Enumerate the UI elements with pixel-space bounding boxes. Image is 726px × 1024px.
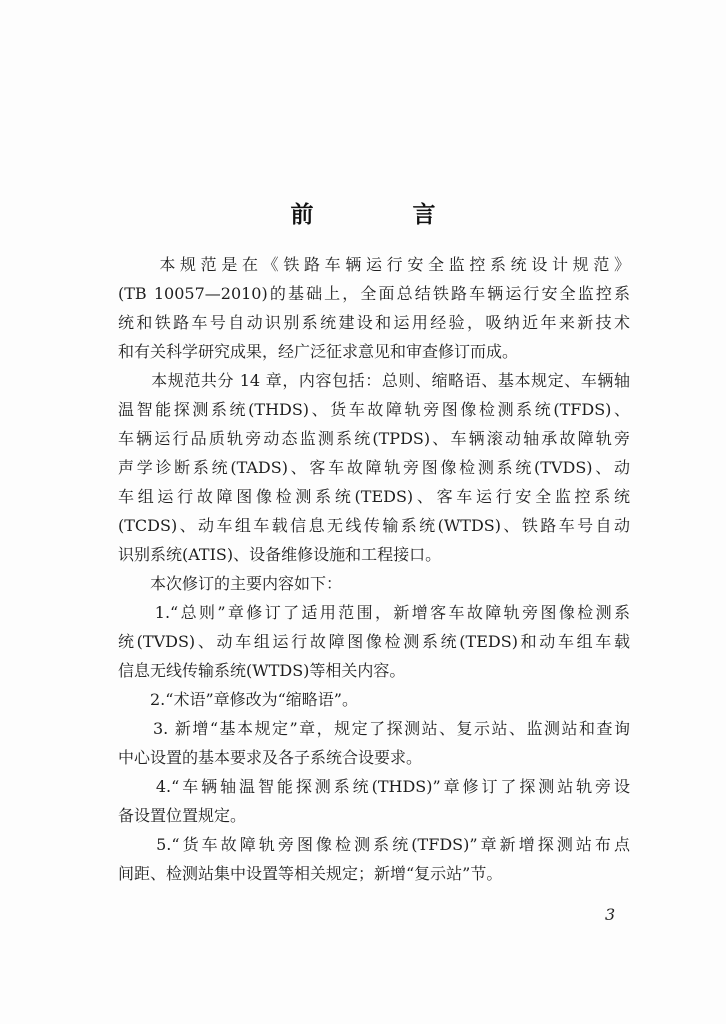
text-line: 本规范是在《铁路车辆运行安全监控系统设计规范》 xyxy=(118,255,630,274)
text-line: 5.“货车故障轨旁图像检测系统(TFDS)”章新增探测站布点 xyxy=(118,835,630,854)
text-line: 4.“车辆轴温智能探测系统(THDS)”章修订了探测站轨旁设 xyxy=(118,777,630,796)
text-line: 统和铁路车号自动识别系统建设和运用经验，吸纳近年来新技术 xyxy=(118,313,630,332)
text-line: 车组运行故障图像检测系统(TEDS)、客车运行安全监控系统 xyxy=(118,487,630,506)
text-line: 和有关科学研究成果，经广泛征求意见和审查修订而成。 xyxy=(118,342,519,361)
text-line: 声学诊断系统(TADS)、客车故障轨旁图像检测系统(TVDS)、动 xyxy=(118,458,630,477)
text-line: 中心设置的基本要求及各子系统合设要求。 xyxy=(118,748,423,767)
body-text xyxy=(118,250,630,888)
text-line: 本规范共分 14 章，内容包括：总则、缩略语、基本规定、车辆轴 xyxy=(118,371,630,390)
text-line: (TB 10057—2010)的基础上，全面总结铁路车辆运行安全监控系 xyxy=(118,284,630,303)
text-line: 识别系统(ATIS)、设备维修设施和工程接口。 xyxy=(118,545,442,564)
text-line: 本次修订的主要内容如下： xyxy=(118,574,343,593)
text-line: (TCDS)、动车组车载信息无线传输系统(WTDS)、铁路车号自动 xyxy=(118,516,630,535)
text-line: 1.“总则”章修订了适用范围，新增客车故障轨旁图像检测系 xyxy=(118,603,630,622)
page-title: 前 言 xyxy=(290,201,474,228)
text-line: 统(TVDS)、动车组运行故障图像检测系统(TEDS)和动车组车载 xyxy=(118,632,630,651)
text-line: 信息无线传输系统(WTDS)等相关内容。 xyxy=(118,661,406,680)
text-line: 车辆运行品质轨旁动态监测系统(TPDS)、车辆滚动轴承故障轨旁 xyxy=(118,429,630,448)
text-line: 3. 新增“基本规定”章，规定了探测站、复示站、监测站和查询 xyxy=(118,719,630,738)
text-line: 间距、检测站集中设置等相关规定；新增“复示站”节。 xyxy=(118,864,503,883)
text-line: 备设置位置规定。 xyxy=(118,806,247,825)
text-line: 2.“术语”章修改为“缩略语”。 xyxy=(118,690,358,709)
text-line: 温智能探测系统(THDS)、货车故障轨旁图像检测系统(TFDS)、 xyxy=(118,400,630,419)
page-number: 3 xyxy=(605,905,616,924)
